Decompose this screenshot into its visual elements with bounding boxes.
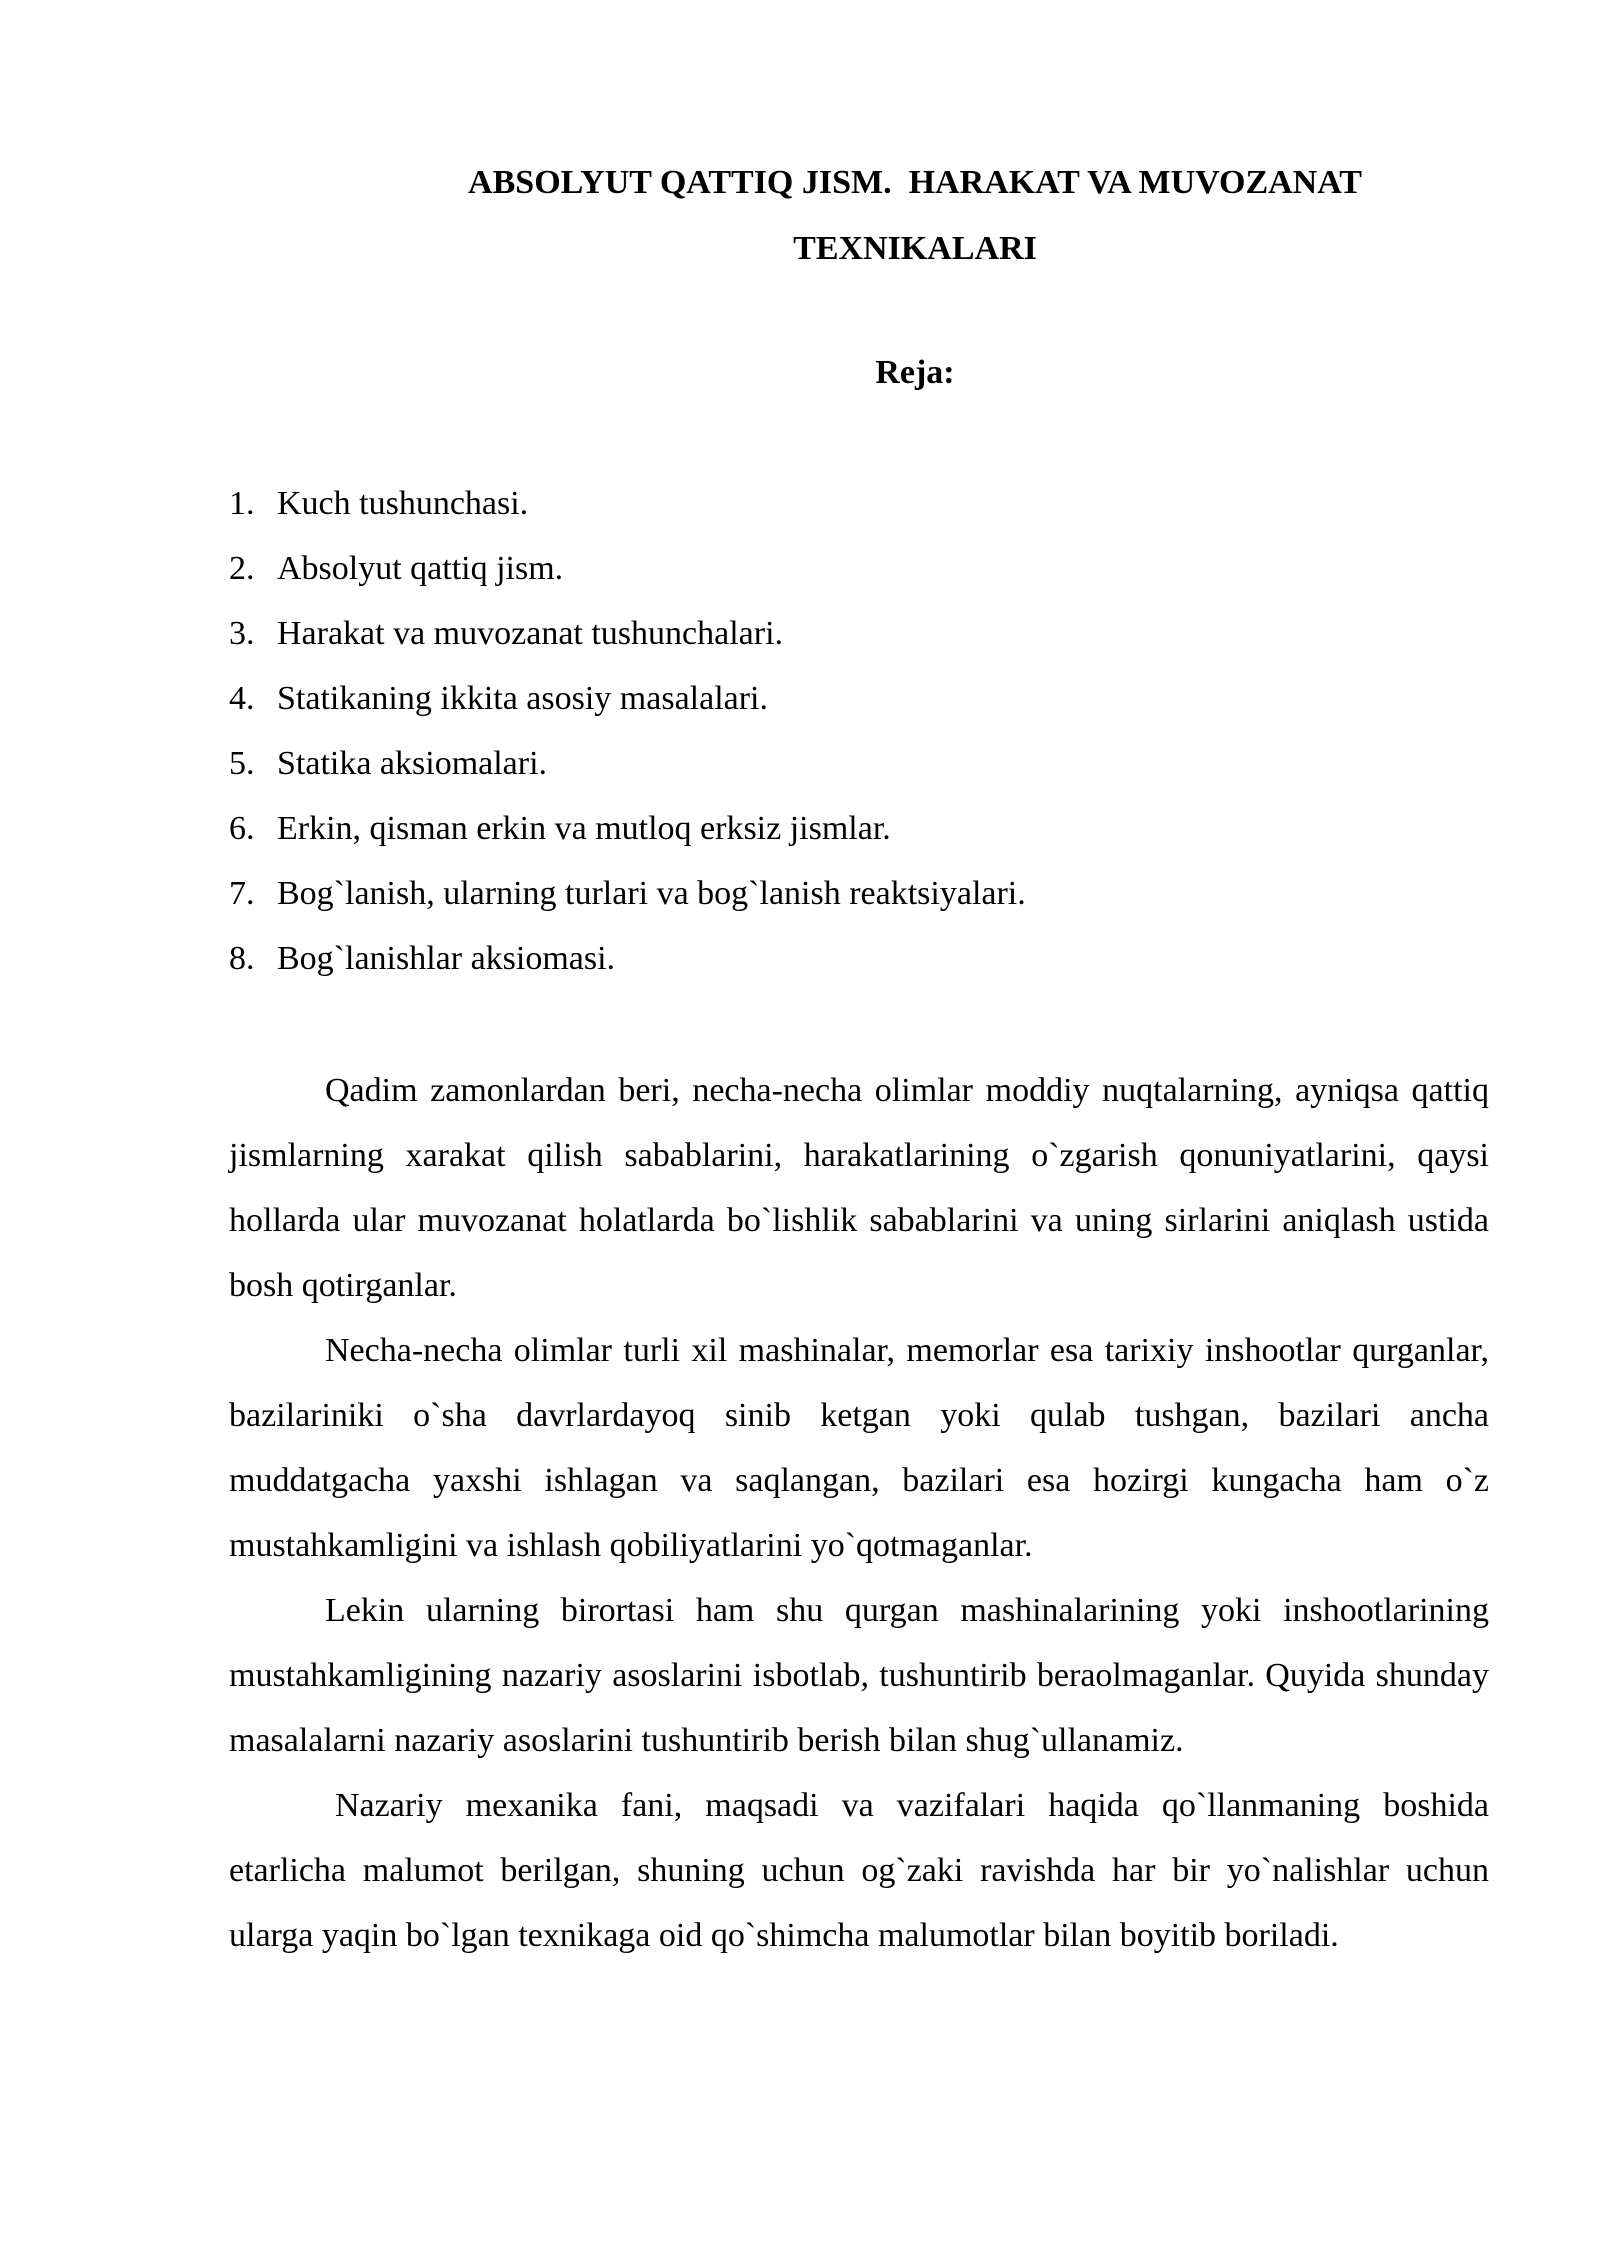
body-paragraph: Nazariy mexanika fani, maqsadi va vazifalari haqida qo`llanmaning boshida etarlicha malumot berilgan, shuning uchun og`zaki ravishda har bir yo`nalishlar uchun ularga yaqin bo`lgan texnikaga oid qo`shimcha malumotlar bilan boyitib boriladi. [229, 1787, 1489, 1954]
title-line-2: TEXNIKALARI [793, 230, 1037, 267]
plan-item-text: Statika aksiomalari. [277, 745, 548, 782]
plan-item-number: 2. [229, 550, 255, 587]
plan-item-text: Statikaning ikkita asosiy masalalari. [277, 680, 769, 717]
body-paragraph: Qadim zamonlardan beri, necha-necha olimlar moddiy nuqtalarning, ayniqsa qattiq jismlarning xarakat qilish sabablarini, harakatlarining o`zgarish qonuniyatlarini, qaysi hollarda ular muvozanat holatlarda bo`lishlik sabablarini va uning sirlarini aniqlash ustida bosh qotirganlar. [229, 1072, 1489, 1304]
plan-item [229, 731, 1026, 796]
plan-item-number: 5. [229, 745, 255, 782]
body-text [229, 1058, 1489, 1968]
document-title [230, 150, 1600, 282]
plan-item [229, 471, 1026, 536]
plan-item [229, 666, 1026, 731]
plan-item-number: 7. [229, 875, 255, 912]
plan-item-text: Harakat va muvozanat tushunchalari. [277, 615, 784, 652]
plan-heading: Reja: [875, 354, 955, 391]
plan-item-text: Bog`lanishlar aksiomasi. [277, 940, 616, 977]
plan-item [229, 926, 1026, 991]
title-line-1: ABSOLYUT QATTIQ JISM. HARAKAT VA MUVOZANAT [468, 164, 1362, 201]
plan-item-number: 6. [229, 810, 255, 847]
plan-item-text: Kuch tushunchasi. [277, 485, 529, 522]
plan-item [229, 536, 1026, 601]
plan-item-number: 4. [229, 680, 255, 717]
plan-item-text: Erkin, qisman erkin va mutloq erksiz jismlar. [277, 810, 891, 847]
plan-item-text: Absolyut qattiq jism. [277, 550, 564, 587]
plan-item-text: Bog`lanish, ularning turlari va bog`lanish reaktsiyalari. [277, 875, 1026, 912]
plan-item-number: 8. [229, 940, 255, 977]
body-paragraph: Necha-necha olimlar turli xil mashinalar, memorlar esa tarixiy inshootlar qurganlar, bazilariniki o`sha davrlardayoq sinib ketgan yoki qulab tushgan, bazilari ancha muddatgacha yaxshi ishlagan va saqlangan, bazilari esa hozirgi kungacha ham o`z mustahkamligini va ishlash qobiliyatlarini yo`qotmaganlar. [229, 1332, 1489, 1564]
plan-list [229, 471, 1026, 991]
plan-item [229, 861, 1026, 926]
plan-item [229, 796, 1026, 861]
plan-item-number: 3. [229, 615, 255, 652]
plan-item [229, 601, 1026, 666]
plan-item-number: 1. [229, 485, 255, 522]
body-paragraph: Lekin ularning birortasi ham shu qurgan mashinalarining yoki inshootlarining mustahkamligining nazariy asoslarini isbotlab, tushuntirib beraolmaganlar. Quyida shunday masalalarni nazariy asoslarini tushuntirib berish bilan shug`ullanamiz. [229, 1592, 1489, 1759]
